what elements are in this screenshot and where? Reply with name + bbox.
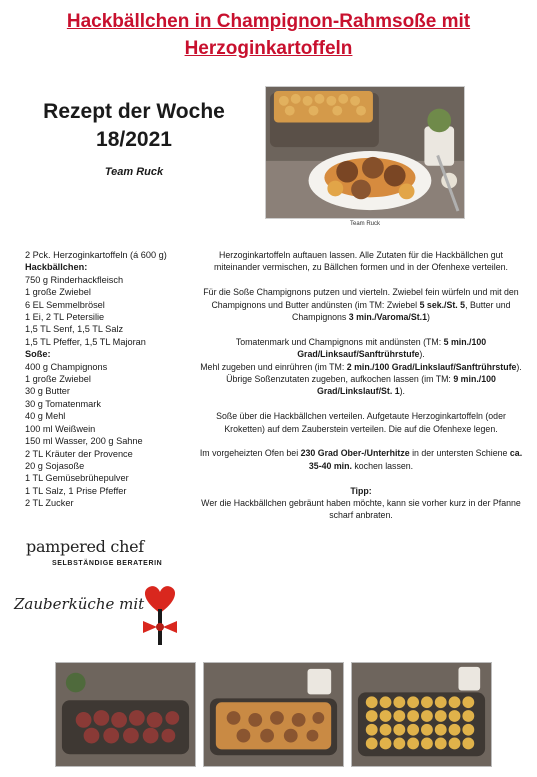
step-2-text-a: Für die Soße Champignons putzen und vierteln. Zwiebel fein würfeln und mit den Champignons und Butter andünsten (im TM: Zwiebel <box>203 287 519 310</box>
ingredient-item: 1 TL Salz, 1 Prise Pfeffer <box>25 485 127 496</box>
ingredient-item: 2 TL Zucker <box>25 498 74 509</box>
step-5-text-b: in der untersten Schiene <box>412 448 508 459</box>
step-2-bold-a: 5 sek./St. 5 <box>419 299 466 310</box>
pampered-chef-logo <box>26 537 176 577</box>
step-4-text: Soße über die Hackbällchen verteilen. Aufgetaute Herzoginkartoffeln (oder Kroketten) auf dem Zauberstein verteilen. Die auf die Ofenhexe legen. <box>216 411 506 434</box>
step-5-text-c: kochen lassen. <box>354 460 414 471</box>
ingredient-item: 1,5 TL Pfeffer, 1,5 TL Majoran <box>25 336 146 347</box>
step-3-text-b: ). <box>419 349 425 360</box>
instructions <box>196 249 526 522</box>
ingredient-item: 30 g Tomatenmark <box>25 398 101 409</box>
step-3-bold-a: 5 min./100 Grad/Linksauf/Sanftrührstufe <box>297 336 487 360</box>
week-heading-line-1: Rezept der Woche <box>43 100 225 123</box>
ingredient-list <box>25 249 200 510</box>
step-4 <box>196 410 526 435</box>
recipe-title <box>0 8 537 62</box>
ingredient-item: 750 g Rinderhackfleisch <box>25 274 124 285</box>
tip-text: Wer die Hackbällchen gebräunt haben möchte, kann sie vorher kurz in der Pfanne scharf anbraten. <box>201 498 521 521</box>
step-3-text-a: Tomatenmark und Champignons mit andünsten (TM: <box>235 336 442 347</box>
step-2 <box>196 286 526 323</box>
ingredient-item: 6 EL Semmelbrösel <box>25 299 105 310</box>
ingredient-item: 2 Pck. Herzoginkartoffeln (á 600 g) <box>25 250 167 260</box>
step-1-text: Herzoginkartoffeln auftauen lassen. Alle Zutaten für die Hackbällchen gut miteinander vermischen, zu Bällchen formen und in der Ofenhexe verteilen. <box>214 250 508 273</box>
step-5-bold-b: ca. 35-40 min. <box>308 448 523 471</box>
team-label: Team Ruck <box>104 166 164 178</box>
ingredient-item: 40 g Mehl <box>25 411 66 422</box>
ingredient-section-heading: Soße: <box>25 349 51 360</box>
title-line-1: Hackbällchen in Champignon-Rahmsoße mit <box>66 11 471 32</box>
step-2-text-b: , Butter und Champignons <box>292 299 511 323</box>
ingredient-item: 2 TL Kräuter der Provence <box>25 448 133 459</box>
step-photo-potatoes <box>351 662 492 767</box>
tip-label: Tipp: <box>350 485 372 496</box>
zauberkueche-logo <box>10 583 185 648</box>
step-5-bold-a: 230 Grad Ober-/Unterhitze <box>300 448 410 459</box>
step-5-text-a: Im vorgeheizten Ofen bei <box>199 448 299 459</box>
heart-spoon-icon <box>135 583 185 648</box>
ingredient-item: 400 g Champignons <box>25 361 108 372</box>
step-1 <box>196 249 526 274</box>
step-3-text-d: ). <box>516 361 522 372</box>
week-heading <box>24 98 244 154</box>
step-5 <box>196 447 526 472</box>
title-line-2: Herzoginkartoffeln <box>184 38 353 59</box>
ingredient-item: 1 große Zwiebel <box>25 287 91 298</box>
step-photo-meatballs <box>55 662 196 767</box>
week-heading-line-2: 18/2021 <box>96 128 172 151</box>
photo-caption: Team Ruck <box>349 221 380 227</box>
pampered-chef-subtitle: SELBSTÄNDIGE BERATERIN <box>52 560 163 567</box>
ingredient-item: 1 große Zwiebel <box>25 374 91 385</box>
step-3 <box>196 336 526 398</box>
pampered-chef-wordmark: pampered chef <box>26 537 144 556</box>
ingredient-item: 20 g Sojasoße <box>25 460 85 471</box>
step-photo-sauce <box>203 662 344 767</box>
step-3-bold-b: 2 min./100 Grad/Linkslauf/Sanftrührstufe <box>346 361 517 372</box>
ingredient-item: 150 ml Wasser, 200 g Sahne <box>25 436 143 447</box>
ingredient-item: 1 Ei, 2 TL Petersilie <box>25 312 105 323</box>
ingredient-item: 100 ml Weißwein <box>25 423 96 434</box>
step-2-text-c: ) <box>427 312 430 323</box>
zauberkueche-wordmark: Zauberküche mit <box>14 595 145 613</box>
dish-photo <box>265 86 465 219</box>
ingredient-section-heading: Hackbällchen: <box>25 262 88 273</box>
step-3-text-e: Übrige Soßenzutaten zugeben, aufkochen lassen (im TM: <box>226 374 451 385</box>
ingredient-item: 30 g Butter <box>25 386 70 397</box>
tip <box>196 485 526 522</box>
step-3-text-c: Mehl zugeben und einrühren (im TM: <box>200 361 345 372</box>
ingredient-item: 1,5 TL Senf, 1,5 TL Salz <box>25 324 124 335</box>
ingredient-item: 1 TL Gemüsebrühepulver <box>25 473 129 484</box>
step-3-text-f: ). <box>399 386 405 397</box>
step-2-bold-b: 3 min./Varoma/St.1 <box>348 312 428 323</box>
step-3-bold-c: 9 min./100 Grad/Linkslauf/St. 1 <box>317 374 496 397</box>
